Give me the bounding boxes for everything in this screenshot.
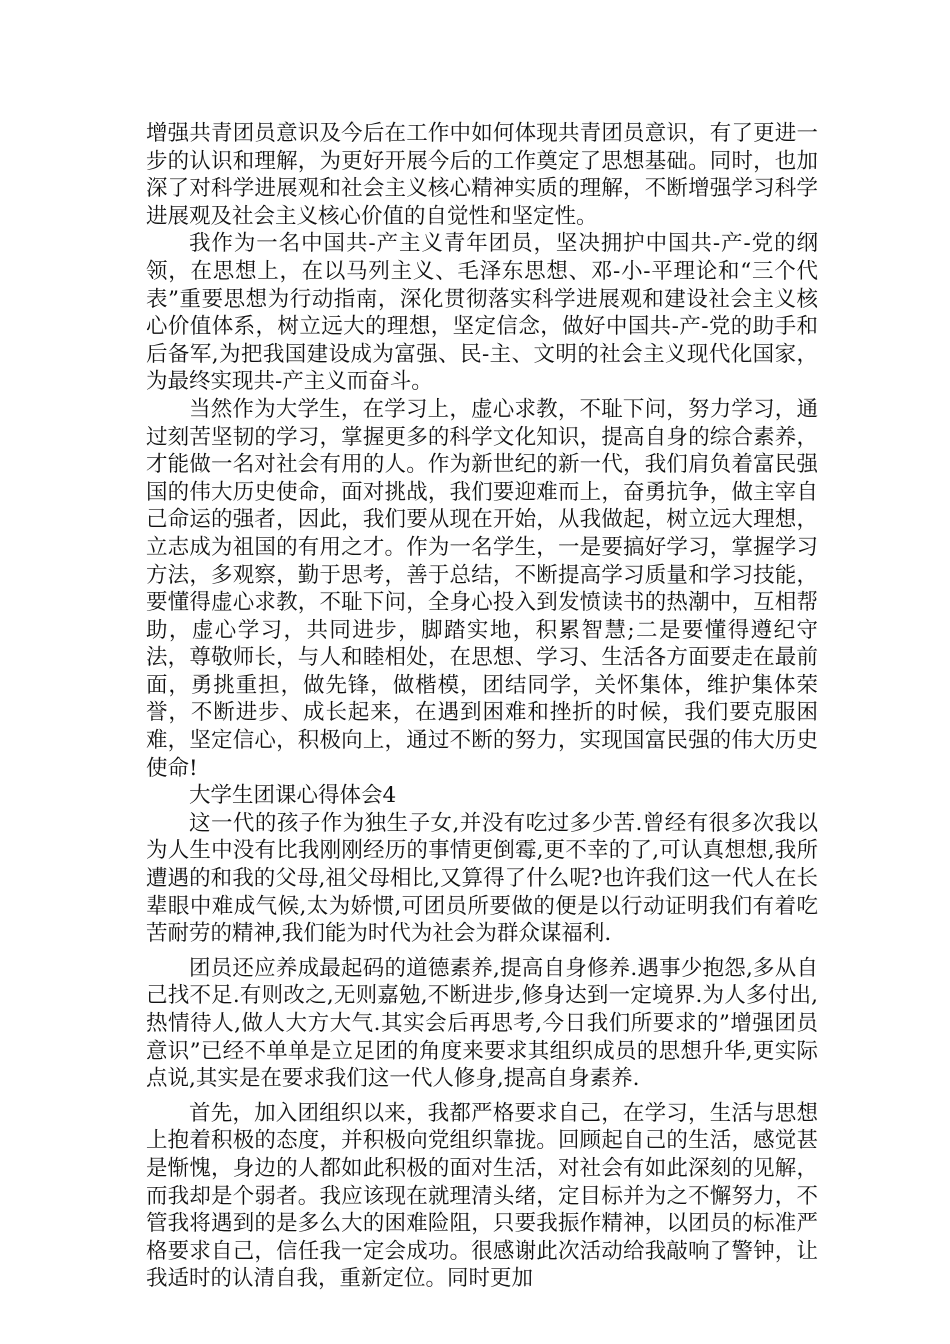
- paragraph-2: 我作为一名中国共-产主义青年团员，坚决拥护中国共-产-党的纲领，在思想上，在以马列主义、毛泽东思想、邓-小-平理论和“三个代表”重要思想为行动指南，深化贯彻落实科学进展观和建设社会主义核心价值体系，树立远大的理想，坚定信念，做好中国共-产-党的助手和后备军,为把我国建设成为富强、民-主、文明的社会主义现代化国家，为最终实现共-产主义而奋斗。: [146, 231, 818, 395]
- paragraph-6: 首先，加入团组织以来，我都严格要求自己，在学习，生活与思想上抱着积极的态度，并积极向党组织靠拢。回顾起自己的生活，感觉甚是惭愧，身边的人都如此积极的面对生活，对社会有如此深刻的见解，而我却是个弱者。我应该现在就理清头绪，定目标并为之不懈努力，不管我将遇到的是多么大的困难险阻，只要我振作精神，以团员的标准严格要求自己，信任我一定会成功。很感谢此次活动给我敲响了警钟，让我适时的认清自我，重新定位。同时更加: [146, 1100, 818, 1292]
- section-heading: 大学生团课心得体会4: [189, 783, 397, 809]
- paragraph-5: 团员还应养成最起码的道德素养,提高自身修养.遇事少抱怨,多从自己找不足.有则改之,无则嘉勉,不断进步,修身达到一定境界.为人多付出,热情待人,做人大方大气.其实会后再思考,今日我们所要求的”增强团员意识”已经不单单是立足团的角度来要求其组织成员的思想升华,更实际点说,其实是在要求我们这一代人修身,提高自身素养.: [146, 955, 818, 1092]
- document-page: [146, 120, 818, 1293]
- paragraph-1: 增强共青团员意识及今后在工作中如何体现共青团员意识，有了更进一步的认识和理解，为更好开展今后的工作奠定了思想基础。同时，也加深了对科学进展观和社会主义核心精神实质的理解，不断增强学习科学进展观及社会主义核心价值的自觉性和坚定性。: [146, 121, 818, 229]
- paragraph-4: 这一代的孩子作为独生子女,并没有吃过多少苦.曾经有很多次我以为人生中没有比我刚刚经历的事情更倒霉,更不幸的了,可认真想想,我所遭遇的和我的父母,祖父母相比,又算得了什么呢?也许我们这一代人在长辈眼中难成气候,太为娇惯,可团员所要做的便是以行动证明我们有着吃苦耐劳的精神,我们能为时代为社会为群众谋福利.: [146, 810, 818, 947]
- paragraph-3: 当然作为大学生，在学习上，虚心求教，不耻下问，努力学习，通过刻苦坚韧的学习，掌握更多的科学文化知识，提高自身的综合素养，才能做一名对社会有用的人。作为新世纪的新一代，我们肩负着富民强国的伟大历史使命，面对挑战，我们要迎难而上，奋勇抗争，做主宰自己命运的强者，因此，我们要从现在开始，从我做起，树立远大理想，立志成为祖国的有用之才。作为一名学生，一是要搞好学习，掌握学习方法，多观察，勤于思考，善于总结，不断提高学习质量和学习技能，要懂得虚心求教，不耻下问，全身心投入到发愤读书的热潮中，互相帮助，虚心学习，共同进步，脚踏实地，积累智慧;二是要懂得遵纪守法，尊敬师长，与人和睦相处，在思想、学习、生活各方面要走在最前面，勇挑重担，做先锋，做楷模，团结同学，关怀集体，维护集体荣誉，不断进步、成长起来，在遇到困难和挫折的时候，我们要克服困难，坚定信心，积极向上，通过不断的努力，实现国富民强的伟大历史使命!: [146, 396, 818, 781]
